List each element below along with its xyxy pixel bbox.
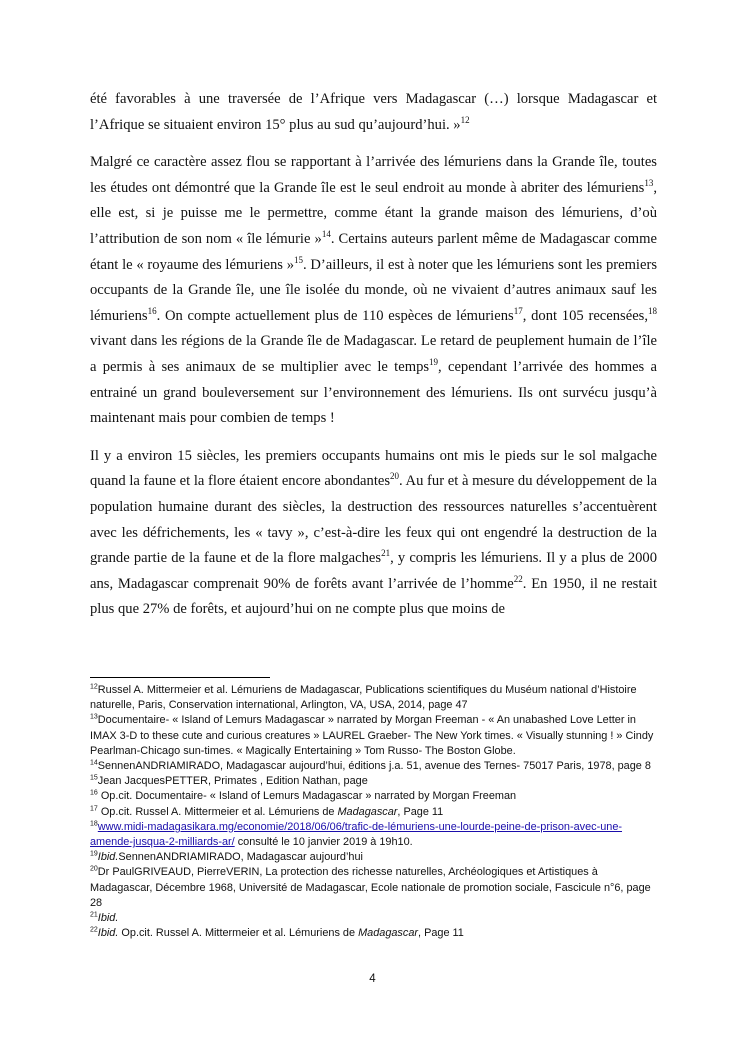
footnote-21: $^{21}$Ibid. — [90, 911, 119, 925]
footnote-14: $^{14}$SennenANDRIAMIRADO, Madagascar aujourd’hui, éditions j.a. 51, avenue des Ternes- 75017 Paris, 1978, page 8 — [90, 759, 651, 773]
footnote-18-link[interactable]: www.midi-madagasikara.mg/economie/2018/06/06/trafic-de-lémuriens-une-lourde-peine-de-prison-avec-une-amende-jusqua-2-milliards-ar/ — [90, 820, 623, 849]
footnote-ref-18[interactable]: 18 — [648, 305, 658, 316]
paragraph-1: été favorables à une traversée de l’Afrique vers Madagascar (…) lorsque Madagascar et l’Afrique se situaient environ 15° plus au sud qu’aujourd’hui. »$^{12}$ — [90, 91, 657, 133]
footnote-ref-17[interactable]: 17 — [513, 305, 523, 316]
footnote-13: $^{13}$Documentaire- « Island of Lemurs Madagascar » narrated by Morgan Freeman - « An unabashed Love Letter in IMAX 3-D to these cute and curious creatures » LAUREL Graeber- The New York times. « Visually stunning ! » Cindy Pearlman-Chicago sun-times. « Magically Entertaining » Tom Russo- The Boston Globe. — [90, 713, 654, 757]
footnotes — [90, 683, 655, 941]
footnote-15: $^{15}$Jean JacquesPETTER, Primates , Edition Nathan, page — [90, 774, 368, 788]
footnote-ref-15[interactable]: 15 — [294, 254, 303, 265]
footnote-20: $^{20}$Dr PaulGRIVEAUD, PierreVERIN, La protection des richesse naturelles, Archéologiques et Artistiques à Madagascar, Décembre 1968, Université de Madagascar, Ecole nationale de promotion sociale, Fascicule n°6, page 28 — [90, 865, 651, 909]
footnote-19: $^{19}$Ibid.SennenANDRIAMIRADO, Madagascar aujourd’hui — [90, 850, 363, 864]
main-text — [90, 87, 657, 635]
paragraph-3: Il y a environ 15 siècles, les premiers occupants humains ont mis le pieds sur le sol malgache quand la faune et la flore étaient encore abondantes$^{20}$. Au fur et à mesure du développement de la population humaine durant des siècles, la destruction des ressources naturelles s’accentuèrent avec les défrichements, les « tavy », c’est-à-dire les feux qui ont engendré la destruction de la grande partie de la faune et de la flore malgaches$^{21}$, y compris les lémuriens. Il y a plus de 2000 ans, Madagascar comprenait 90% de forêts avant l’arrivée de l’homme$^{22}$. En 1950, il ne restait plus que 27% de forêts, et aujourd’hui on ne compte plus que moins de — [90, 447, 658, 618]
footnote-ref-19[interactable]: 19 — [429, 357, 439, 368]
page-number: 4 — [369, 973, 376, 985]
footnote-16: $^{16}$ Op.cit. Documentaire- « Island of Lemurs Madagascar » narrated by Morgan Freeman — [90, 789, 517, 803]
footnote-ref-22[interactable]: 22 — [513, 573, 523, 584]
footnote-22: $^{22}$Ibid. Op.cit. Russel A. Mittermeier et al. Lémuriens de Madagascar, Page 11 — [90, 926, 464, 940]
footnote-ref-16[interactable]: 16 — [147, 305, 157, 316]
footnote-ref-12[interactable]: 12 — [460, 114, 470, 125]
footnote-18: $^{18}$www.midi-madagasikara.mg/economie/2018/06/06/trafic-de-lémuriens-une-lourde-peine-de-prison-avec-une-amende-jusqua-2-milliards-ar/ consulté le 10 janvier 2019 à 19h10. — [90, 820, 623, 849]
footnote-ref-21[interactable]: 21 — [381, 548, 391, 559]
footnote-separator — [90, 677, 270, 678]
footnote-ref-13[interactable]: 13 — [644, 177, 654, 188]
paragraph-2: Malgré ce caractère assez flou se rapportant à l’arrivée des lémuriens dans la Grande île, toutes les études ont démontré que la Grande île est le seul endroit au monde à abriter des lémuriens$^{13}$, elle est, si je puisse me le permettre, comme étant la grande maison des lémuriens, d’où l’attribution de son nom « île lémurie »$^{14}$. Certains auteurs parlent même de Madagascar comme étant le « royaume des lémuriens »$^{15}$. D’ailleurs, il est à noter que les lémuriens sont les premiers occupants de la Grande île, une île isolée du monde, où ne vivaient d’autres animaux sauf les lémuriens$^{16}$. On compte actuellement plus de 110 espèces de lémuriens$^{17}$, dont 105 recensées,$^{18}$ vivant dans les régions de la Grande île de Madagascar. Le retard de peuplement humain de l’île a permis à ses animaux de se multiplier avec le temps$^{19}$, cependant l’arrivée des hommes a entrainé un grand bouleversement sur l’environnement des lémuriens. Ils ont survécu jusqu’à maintenant mais pour combien de temps ! — [90, 154, 658, 427]
footnote-ref-20[interactable]: 20 — [390, 471, 400, 482]
footnote-17: $^{17}$ Op.cit. Russel A. Mittermeier et al. Lémuriens de Madagascar, Page 11 — [90, 805, 444, 818]
footnote-12: $^{12}$Russel A. Mittermeier et al. Lémuriens de Madagascar, Publications scientifiques du Muséum national d’Histoire naturelle, Paris, Conservation international, Arlington, VA, USA, 2014, page 47 — [90, 683, 637, 712]
footnote-ref-14[interactable]: 14 — [321, 229, 331, 240]
